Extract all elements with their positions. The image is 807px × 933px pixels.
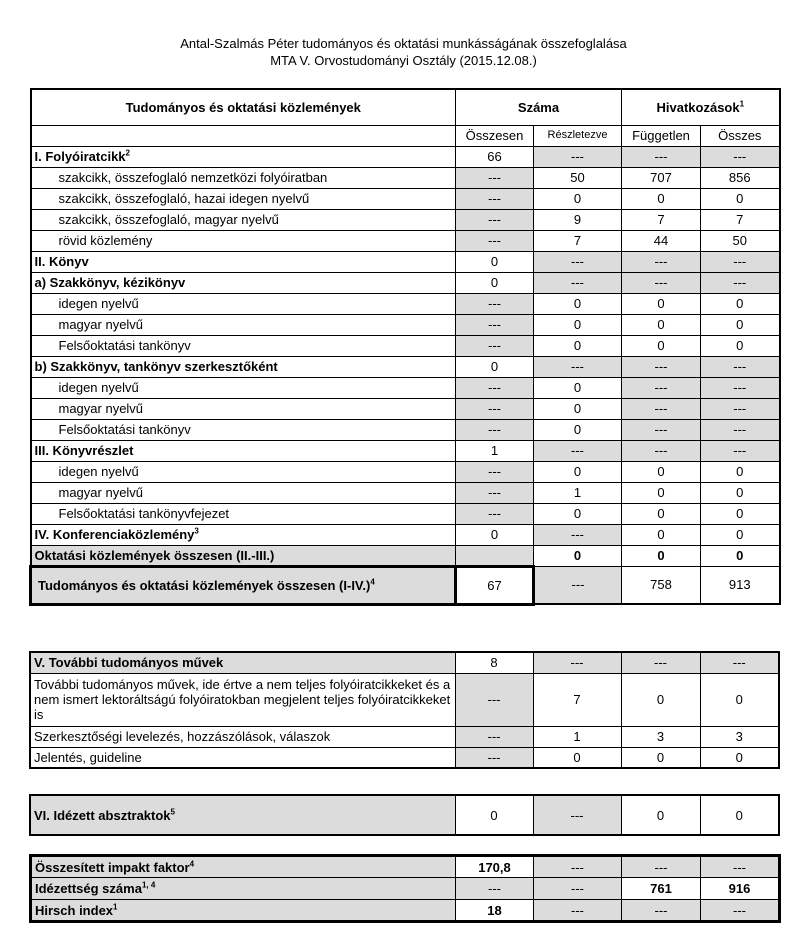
subheader-empty xyxy=(31,125,456,146)
row-label: b) Szakkönyv, tankönyv szerkesztőként xyxy=(31,356,456,377)
cell-fuggetlen: 0 xyxy=(622,482,701,503)
publications-table xyxy=(29,88,781,606)
cell-reszletezve: --- xyxy=(533,795,621,835)
table-row xyxy=(31,356,780,377)
row-label: magyar nyelvű xyxy=(31,314,456,335)
cell-fuggetlen: 0 xyxy=(622,524,701,545)
header-szama: Száma xyxy=(456,89,622,125)
cell-osszes: --- xyxy=(701,440,780,461)
cell-osszesen: --- xyxy=(456,482,534,503)
cell-fuggetlen: --- xyxy=(622,356,701,377)
table-row xyxy=(31,272,780,293)
row-label: idegen nyelvű xyxy=(31,461,456,482)
row-label: rövid közlemény xyxy=(31,230,456,251)
table-row xyxy=(31,251,780,272)
row-label: Szerkesztőségi levelezés, hozzászólások, válaszok xyxy=(30,726,455,747)
cell-reszletezve: 0 xyxy=(534,188,622,209)
row-label: a) Szakkönyv, kézikönyv xyxy=(31,272,456,293)
cell-fuggetlen: 44 xyxy=(622,230,701,251)
row-label: Jelentés, guideline xyxy=(30,747,455,768)
cell-osszesen: --- xyxy=(455,673,533,726)
table-row xyxy=(31,856,780,878)
cell-fuggetlen: 0 xyxy=(622,335,701,356)
table-row xyxy=(31,461,780,482)
table-row xyxy=(31,900,780,922)
cell-osszesen: --- xyxy=(456,230,534,251)
row-label: Oktatási közlemények összesen (II.-III.) xyxy=(31,545,456,566)
table-row-total xyxy=(31,566,780,604)
cell-osszes: 0 xyxy=(701,503,780,524)
cell-reszletezve: --- xyxy=(534,356,622,377)
cell-osszes: --- xyxy=(701,251,780,272)
cell-osszes: 856 xyxy=(701,167,780,188)
cell-osszes: 0 xyxy=(700,673,779,726)
cell-osszesen: --- xyxy=(456,167,534,188)
cell-osszes: 916 xyxy=(701,878,780,900)
cell-reszletezve: 0 xyxy=(534,545,622,566)
cell-reszletezve: 0 xyxy=(534,419,622,440)
cell-osszes: --- xyxy=(700,652,779,673)
subheader-fuggetlen: Független xyxy=(622,125,701,146)
cell-reszletezve: 0 xyxy=(534,335,622,356)
cell-reszletezve: --- xyxy=(534,251,622,272)
table-row xyxy=(31,209,780,230)
further-works-table xyxy=(29,651,780,769)
cell-osszesen: --- xyxy=(456,878,534,900)
table-row xyxy=(31,482,780,503)
cell-fuggetlen: --- xyxy=(622,900,701,922)
cell-osszesen: --- xyxy=(456,419,534,440)
table-row xyxy=(31,167,780,188)
cell-osszes: --- xyxy=(701,900,780,922)
cell-fuggetlen: 7 xyxy=(622,209,701,230)
document-title: Antal-Szalmás Péter tudományos és oktatási munkásságának összefoglalása xyxy=(180,36,627,51)
table-row xyxy=(31,503,780,524)
cell-fuggetlen: --- xyxy=(622,272,701,293)
row-label: I. Folyóiratcikk$^2$ xyxy=(31,146,456,167)
row-label: III. Könyvrészlet xyxy=(31,440,456,461)
cell-osszes: 0 xyxy=(701,314,780,335)
table-row xyxy=(31,314,780,335)
row-label: További tudományos művek, ide értve a nem teljes folyóiratcikkeket és a nem ismert lektoráltságú folyóiratokban megjelent teljes folyóiratcikkeket is xyxy=(30,673,455,726)
cell-osszesen: 0 xyxy=(456,251,534,272)
row-label: magyar nyelvű xyxy=(31,398,456,419)
cell-osszes: 3 xyxy=(700,726,779,747)
cell-reszletezve: 7 xyxy=(533,673,621,726)
cell-reszletezve: 0 xyxy=(534,461,622,482)
cell-osszesen: 170,8 xyxy=(456,856,534,878)
cell-osszesen: --- xyxy=(456,209,534,230)
cell-reszletezve: 0 xyxy=(534,377,622,398)
cell-osszes: --- xyxy=(701,398,780,419)
cell-osszes: --- xyxy=(701,856,780,878)
table-row xyxy=(31,293,780,314)
row-label: Felsőoktatási tankönyvfejezet xyxy=(31,503,456,524)
table-row xyxy=(30,652,779,673)
row-label: szakcikk, összefoglaló nemzetközi folyóiratban xyxy=(31,167,456,188)
cell-osszesen: --- xyxy=(456,293,534,314)
cell-osszesen: --- xyxy=(456,335,534,356)
cell-reszletezve: 0 xyxy=(534,314,622,335)
row-label: Hirsch index$^1$ xyxy=(31,900,456,922)
cell-fuggetlen: 0 xyxy=(622,503,701,524)
cell-osszes: 0 xyxy=(701,335,780,356)
cell-osszesen: 67 xyxy=(456,566,534,604)
cell-reszletezve: 9 xyxy=(534,209,622,230)
cell-osszesen: --- xyxy=(456,503,534,524)
row-label: magyar nyelvű xyxy=(31,482,456,503)
table-row xyxy=(31,545,780,566)
cell-reszletezve: --- xyxy=(534,566,622,604)
cell-osszesen: 0 xyxy=(456,272,534,293)
cell-osszes: 913 xyxy=(701,566,780,604)
cell-reszletezve: --- xyxy=(534,878,622,900)
cell-osszesen: --- xyxy=(456,188,534,209)
cell-osszesen: 0 xyxy=(455,795,533,835)
table-row xyxy=(30,747,779,768)
cell-reszletezve: --- xyxy=(533,652,621,673)
cell-osszesen: --- xyxy=(456,314,534,335)
cell-reszletezve: 0 xyxy=(534,398,622,419)
row-label: V. További tudományos művek xyxy=(30,652,455,673)
cell-reszletezve: 1 xyxy=(534,482,622,503)
row-label: IV. Konferenciaközlemény$^3$ xyxy=(31,524,456,545)
cell-fuggetlen: 0 xyxy=(622,188,701,209)
table-row xyxy=(31,398,780,419)
impact-table xyxy=(29,854,781,923)
cell-reszletezve: 7 xyxy=(534,230,622,251)
cell-reszletezve: --- xyxy=(534,856,622,878)
table-row xyxy=(30,726,779,747)
cell-osszes: 50 xyxy=(701,230,780,251)
cell-fuggetlen: 0 xyxy=(621,795,700,835)
cell-fuggetlen: 0 xyxy=(622,314,701,335)
row-label: idegen nyelvű xyxy=(31,377,456,398)
cell-osszes: --- xyxy=(701,377,780,398)
cell-osszesen: 1 xyxy=(456,440,534,461)
cell-osszes: 0 xyxy=(700,795,779,835)
document-subtitle: MTA V. Orvostudományi Osztály (2015.12.08.) xyxy=(270,53,537,68)
cell-fuggetlen: 761 xyxy=(622,878,701,900)
table-row xyxy=(31,335,780,356)
subheader-row xyxy=(31,125,780,146)
cell-osszesen: 8 xyxy=(455,652,533,673)
row-label: szakcikk, összefoglaló, magyar nyelvű xyxy=(31,209,456,230)
cell-osszes: 0 xyxy=(700,747,779,768)
subheader-osszesen: Összesen xyxy=(456,125,534,146)
cell-osszes: 0 xyxy=(701,545,780,566)
row-label: szakcikk, összefoglaló, hazai idegen nyelvű xyxy=(31,188,456,209)
cell-reszletezve: 0 xyxy=(533,747,621,768)
cell-fuggetlen: --- xyxy=(621,652,700,673)
cell-osszesen: --- xyxy=(456,398,534,419)
table-row xyxy=(31,230,780,251)
abstracts-table xyxy=(29,794,780,836)
cell-fuggetlen: 758 xyxy=(622,566,701,604)
cell-osszesen: 66 xyxy=(456,146,534,167)
cell-fuggetlen: 0 xyxy=(621,747,700,768)
cell-fuggetlen: 707 xyxy=(622,167,701,188)
table-row xyxy=(30,673,779,726)
cell-fuggetlen: --- xyxy=(622,377,701,398)
row-label: Idézettség száma$^{1, 4}$ xyxy=(31,878,456,900)
cell-osszes: 0 xyxy=(701,461,780,482)
cell-osszes: --- xyxy=(701,146,780,167)
cell-fuggetlen: --- xyxy=(622,419,701,440)
cell-fuggetlen: --- xyxy=(622,440,701,461)
cell-fuggetlen: 0 xyxy=(622,293,701,314)
cell-osszesen: 18 xyxy=(456,900,534,922)
cell-reszletezve: --- xyxy=(534,146,622,167)
cell-osszes: 0 xyxy=(701,524,780,545)
row-label: Felsőoktatási tankönyv xyxy=(31,335,456,356)
cell-osszes: 0 xyxy=(701,293,780,314)
cell-fuggetlen: --- xyxy=(622,146,701,167)
cell-osszes: 0 xyxy=(701,482,780,503)
header-publications: Tudományos és oktatási közlemények xyxy=(31,89,456,125)
table-row xyxy=(31,188,780,209)
cell-fuggetlen: --- xyxy=(622,251,701,272)
row-label: idegen nyelvű xyxy=(31,293,456,314)
table-row xyxy=(30,795,779,835)
cell-reszletezve: 0 xyxy=(534,503,622,524)
cell-reszletezve: --- xyxy=(534,900,622,922)
table-row xyxy=(31,377,780,398)
table-row xyxy=(31,419,780,440)
cell-fuggetlen: 0 xyxy=(622,461,701,482)
row-label: Tudományos és oktatási közlemények összesen $(I-IV.)^4$ xyxy=(31,566,456,604)
subheader-reszletezve: Részletezve xyxy=(534,125,622,146)
cell-fuggetlen: 0 xyxy=(622,545,701,566)
cell-osszesen: --- xyxy=(456,461,534,482)
cell-reszletezve: 50 xyxy=(534,167,622,188)
cell-osszesen: 0 xyxy=(456,356,534,377)
table-row xyxy=(31,524,780,545)
cell-reszletezve: --- xyxy=(534,272,622,293)
cell-osszes: --- xyxy=(701,356,780,377)
cell-fuggetlen: --- xyxy=(622,398,701,419)
cell-reszletezve: 1 xyxy=(533,726,621,747)
cell-osszesen: --- xyxy=(455,747,533,768)
row-label: Összesített impakt faktor$^4$ xyxy=(31,856,456,878)
row-label: II. Könyv xyxy=(31,251,456,272)
header-hivatkozasok: Hivatkozások$^1$ xyxy=(622,89,780,125)
cell-osszes: 7 xyxy=(701,209,780,230)
subheader-osszes: Összes xyxy=(701,125,780,146)
table-row xyxy=(31,878,780,900)
cell-reszletezve: 0 xyxy=(534,293,622,314)
cell-osszesen: --- xyxy=(455,726,533,747)
cell-osszes: --- xyxy=(701,272,780,293)
cell-reszletezve: --- xyxy=(534,524,622,545)
cell-osszesen: 0 xyxy=(456,524,534,545)
cell-fuggetlen: --- xyxy=(622,856,701,878)
table-row xyxy=(31,146,780,167)
cell-osszes: --- xyxy=(701,419,780,440)
cell-osszes: 0 xyxy=(701,188,780,209)
cell-fuggetlen: 3 xyxy=(621,726,700,747)
row-label: Felsőoktatási tankönyv xyxy=(31,419,456,440)
table-row xyxy=(31,440,780,461)
header-row xyxy=(31,89,780,125)
cell-reszletezve: --- xyxy=(534,440,622,461)
cell-osszesen xyxy=(456,545,534,566)
cell-fuggetlen: 0 xyxy=(621,673,700,726)
cell-osszesen: --- xyxy=(456,377,534,398)
row-label: VI. Idézett absztraktok$^5$ xyxy=(30,795,455,835)
